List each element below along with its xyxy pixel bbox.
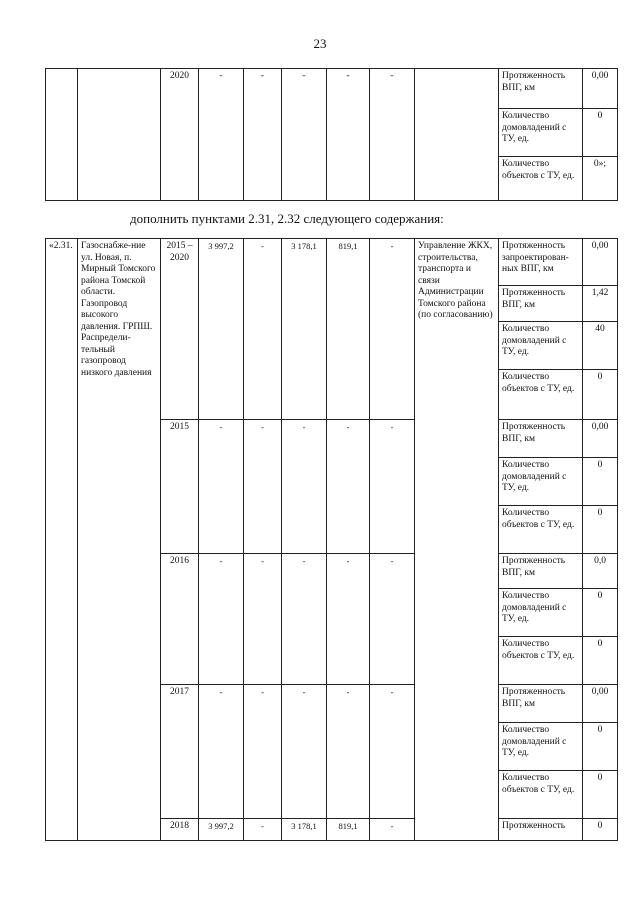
value-cell: - [244, 69, 282, 201]
indicator-value: 0,00 [583, 420, 618, 458]
value-cell: 3 997,2 [199, 239, 244, 420]
indicator-label: Протяженность ВПГ, км [499, 554, 583, 589]
year-cell: 2017 [161, 685, 199, 819]
empty-cell [78, 69, 161, 201]
value-cell: - [327, 69, 370, 201]
value-cell: 819,1 [327, 239, 370, 420]
value-cell: - [199, 420, 244, 554]
value-cell: - [282, 420, 327, 554]
indicator-value: 0 [583, 506, 618, 554]
indicator-label: Количество объектов с ТУ, ед. [499, 506, 583, 554]
value-cell: - [244, 239, 282, 420]
executor-cell: Управление ЖКХ, строительства, транспорта и связи Администрации Томского района (по согласованию) [415, 239, 499, 841]
value-cell: - [282, 69, 327, 201]
value-cell: - [370, 554, 415, 685]
indicator-value: 0,00 [583, 239, 618, 286]
indicator-value: 0 [583, 819, 618, 841]
year-cell: 2020 [161, 69, 199, 201]
indicator-value: 0 [583, 370, 618, 420]
value-cell: - [370, 685, 415, 819]
value-cell: - [244, 685, 282, 819]
indicator-label: Количество домовладений с ТУ, ед. [499, 458, 583, 506]
value-cell: - [282, 554, 327, 685]
item-number: «2.31. [46, 239, 78, 841]
value-cell: 3 178,1 [282, 239, 327, 420]
value-cell: - [199, 685, 244, 819]
intro-text: дополнить пунктами 2.31, 2.32 следующего содержания: [130, 211, 444, 226]
value-cell: 3 178,1 [282, 819, 327, 841]
indicator-value: 1,42 [583, 286, 618, 322]
indicator-label: Протяженность ВПГ, км [499, 685, 583, 723]
year-cell: 2016 [161, 554, 199, 685]
value-cell: - [199, 554, 244, 685]
value-cell: - [327, 420, 370, 554]
indicator-label: Количество домовладений с ТУ, ед. [499, 589, 583, 637]
indicator-value: 0 [583, 458, 618, 506]
executor-cell [415, 69, 499, 201]
indicator-label: Количество домовладений с ТУ, ед. [499, 322, 583, 370]
main-table [45, 238, 618, 841]
indicator-value: 0,00 [583, 685, 618, 723]
value-cell: - [199, 69, 244, 201]
page-number: 23 [313, 36, 327, 51]
indicator-value: 40 [583, 322, 618, 370]
value-cell: - [282, 685, 327, 819]
value-cell: - [244, 819, 282, 841]
value-cell: - [244, 554, 282, 685]
indicator-value: 0 [583, 589, 618, 637]
value-cell: - [327, 554, 370, 685]
indicator-label: Количество объектов с ТУ, ед. [499, 370, 583, 420]
indicator-label: Количество объектов с ТУ, ед. [499, 771, 583, 819]
indicator-label: Протяженность ВПГ, км [499, 420, 583, 458]
indicator-value: 0,0 [583, 554, 618, 589]
year-cell: 2015 – 2020 [161, 239, 199, 420]
indicator-value: 0 [583, 109, 618, 157]
item-name: Газоснабже-ние ул. Новая, п. Мирный Томского района Томской области. Газопровод высокого давления. ГРПШ. Распредели-тельный газопровод низкого давления [78, 239, 161, 841]
indicator-label: Количество домовладений с ТУ, ед. [499, 109, 583, 157]
top-table [45, 68, 618, 201]
value-cell: 3 997,2 [199, 819, 244, 841]
indicator-label: Протяженность [499, 819, 583, 841]
year-cell: 2018 [161, 819, 199, 841]
year-cell: 2015 [161, 420, 199, 554]
indicator-label: Количество объектов с ТУ, ед. [499, 157, 583, 201]
indicator-label: Количество домовладений с ТУ, ед. [499, 723, 583, 771]
indicator-value: 0,00 [583, 69, 618, 109]
indicator-value: 0 [583, 723, 618, 771]
indicator-label: Протяженность ВПГ, км [499, 286, 583, 322]
indicator-value: 0 [583, 771, 618, 819]
indicator-label: Количество объектов с ТУ, ед. [499, 637, 583, 685]
value-cell: - [370, 239, 415, 420]
value-cell: 819,1 [327, 819, 370, 841]
empty-cell [46, 69, 78, 201]
indicator-value: 0 [583, 637, 618, 685]
value-cell: - [327, 685, 370, 819]
value-cell: - [370, 420, 415, 554]
value-cell: - [370, 69, 415, 201]
value-cell: - [370, 819, 415, 841]
indicator-label: Протяженность ВПГ, км [499, 69, 583, 109]
indicator-label: Протяженность запроектирован-ных ВПГ, км [499, 239, 583, 286]
value-cell: - [244, 420, 282, 554]
indicator-value: 0»; [583, 157, 618, 201]
